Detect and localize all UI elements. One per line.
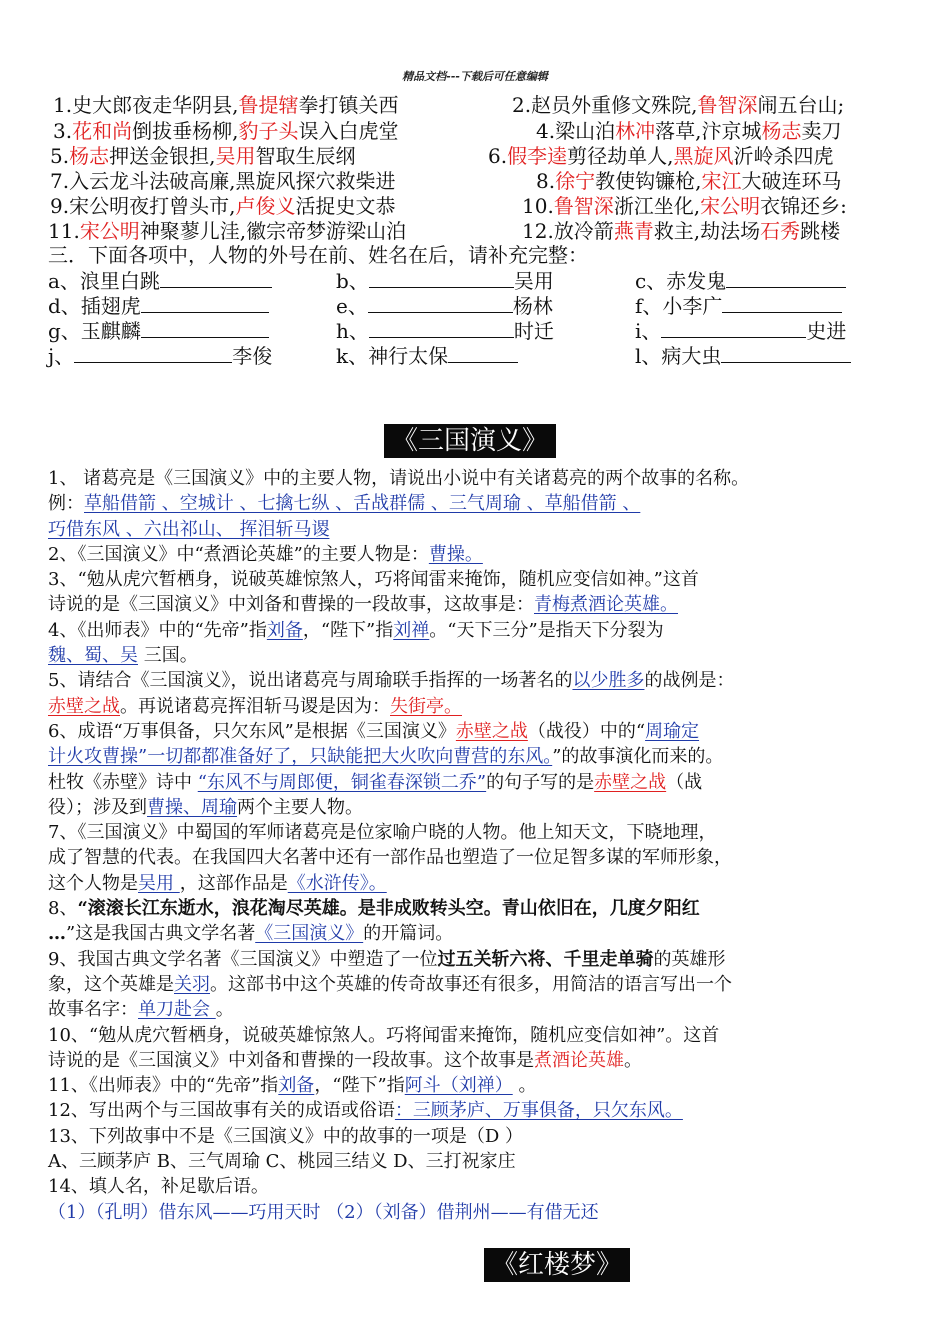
q11-text: 11、《出师表》中的“先帝”指刘备，“陛下”指阿斗（刘禅） 。 bbox=[48, 1075, 537, 1097]
event-text: 教使钩镰枪, bbox=[595, 169, 702, 193]
character-name: 鲁智深 bbox=[697, 93, 758, 117]
answer-blank[interactable] bbox=[721, 343, 851, 363]
q14-answer: （1）（孔明）借东风——巧用天时 （2）（刘备）借荆州——有借无还 bbox=[48, 1201, 599, 1223]
shuihu-event-b bbox=[512, 93, 844, 118]
event-text: 倒拔垂杨柳, bbox=[132, 119, 239, 143]
q8-text: 8、“滚滚长江东逝水，浪花淘尽英雄。是非成败转头空。青山依旧在，几度夕阳红 bbox=[48, 898, 700, 920]
name-label: 史进 bbox=[806, 319, 847, 343]
shuihu-event-b bbox=[536, 169, 841, 194]
answer-blank[interactable] bbox=[160, 268, 272, 288]
q9-text: 9、我国古典文学名著《三国演义》中塑造了一位过五关斩六将、千里走单骑的英雄形 bbox=[48, 948, 726, 970]
q5-text-cont: 赤壁之战。再说诸葛亮挥泪斩马谡是因为：失街亭。 bbox=[48, 695, 462, 717]
q1-answer: 草船借箭 、空城计 、七擒七纵 、舌战群儒 、三气周瑜 、草船借箭 、 bbox=[84, 493, 641, 515]
nickname-item bbox=[336, 318, 636, 343]
nickname-item bbox=[48, 293, 348, 318]
nickname-item bbox=[48, 268, 348, 293]
event-text: 衣锦还乡: bbox=[760, 194, 847, 218]
nickname-label: f、小李广 bbox=[635, 294, 723, 318]
answer-blank[interactable] bbox=[722, 293, 842, 313]
event-text: 宋公明夜打曾头市, bbox=[69, 194, 236, 218]
event-number: 12. bbox=[522, 219, 554, 243]
name-label: 吴用 bbox=[513, 269, 554, 293]
event-number: 10. bbox=[522, 194, 554, 218]
shuihu-event-b bbox=[522, 219, 840, 244]
answer-blank[interactable] bbox=[726, 268, 846, 288]
nickname-item bbox=[48, 318, 348, 343]
nickname-item bbox=[336, 343, 636, 368]
event-text: 卖刀 bbox=[801, 119, 842, 143]
answer-blank[interactable] bbox=[141, 318, 269, 338]
character-name: 徐宁 bbox=[555, 169, 596, 193]
character-name: 杨志 bbox=[761, 119, 802, 143]
shuihu-row bbox=[0, 219, 950, 244]
nickname-item bbox=[336, 268, 636, 293]
nickname-label: d、插翅虎 bbox=[48, 294, 141, 318]
event-number: 1. bbox=[53, 93, 73, 117]
question-3-title: 三．下面各项中，人物的外号在前、姓名在后，请补充完整： bbox=[48, 243, 588, 267]
nickname-label: h、 bbox=[336, 319, 369, 343]
q13-text: 13、下列故事中不是《三国演义》中的故事的一项是（D ） bbox=[48, 1125, 524, 1147]
event-number: 2. bbox=[512, 93, 532, 117]
character-name: 宋江 bbox=[701, 169, 742, 193]
character-name: 假李逵 bbox=[507, 144, 568, 168]
q2-answer: 曹操。 bbox=[428, 543, 483, 565]
answer-blank[interactable] bbox=[369, 318, 514, 338]
nickname-item bbox=[635, 268, 935, 293]
event-text: 闹五台山; bbox=[757, 93, 845, 117]
event-number: 5. bbox=[50, 144, 70, 168]
nickname-label: i、 bbox=[635, 319, 662, 343]
q1-example: 例：草船借箭 、空城计 、七擒七纵 、舌战群儒 、三气周瑜 、草船借箭 、 bbox=[48, 493, 641, 515]
q4-text-cont: 魏、蜀、吴 三国。 bbox=[48, 645, 198, 667]
character-name: 卢俊义 bbox=[235, 194, 296, 218]
character-name: 鲁提辖 bbox=[238, 93, 299, 117]
shuihu-event-b bbox=[522, 194, 847, 219]
event-text: 沂岭杀四虎 bbox=[733, 144, 834, 168]
q13-options: A、三顾茅庐 B、三气周瑜 C、桃园三结义 D、三打祝家庄 bbox=[48, 1151, 516, 1173]
event-number: 7. bbox=[50, 169, 70, 193]
page-header: 精品文档---下载后可任意编辑 bbox=[402, 70, 548, 83]
q7-text-cont: 成了智慧的代表。在我国四大名著中还有一部作品也塑造了一位足智多谋的军师形象， bbox=[48, 847, 732, 869]
character-name: 宋公明 bbox=[79, 219, 140, 243]
name-label: 时迁 bbox=[513, 319, 554, 343]
event-text: 放冷箭 bbox=[553, 219, 614, 243]
q3-text-cont: 诗说的是《三国演义》中刘备和曹操的一段故事，这故事是：青梅煮酒论英雄。 bbox=[48, 594, 678, 616]
shuihu-row bbox=[0, 169, 950, 194]
nickname-label: k、神行太保 bbox=[336, 344, 449, 368]
event-text: 剪径劫单人, bbox=[567, 144, 674, 168]
q7-text-cont2: 这个人物是吴用 ，这部作品是《水浒传》。 bbox=[48, 872, 387, 894]
sanguo-section-title: 《三国演义》 bbox=[384, 424, 556, 458]
answer-blank[interactable] bbox=[74, 343, 232, 363]
nickname-label: e、 bbox=[336, 294, 368, 318]
character-name: 豹子头 bbox=[238, 119, 299, 143]
nickname-item bbox=[48, 343, 348, 368]
q2-text: 2、《三国演义》中“煮酒论英雄”的主要人物是：曹操。 bbox=[48, 543, 483, 565]
answer-blank[interactable] bbox=[368, 293, 513, 313]
character-name: 鲁智深 bbox=[553, 194, 614, 218]
nickname-label: c、赤发鬼 bbox=[635, 269, 727, 293]
event-text: 落草,汴京城 bbox=[655, 119, 762, 143]
q1-text: 1、 诸葛亮是《三国演义》中的主要人物，请说出小说中有关诸葛亮的两个故事的名称。 bbox=[48, 468, 750, 489]
event-text: 拳打镇关西 bbox=[298, 93, 399, 117]
answer-blank[interactable] bbox=[448, 343, 518, 363]
character-name: 杨志 bbox=[69, 144, 110, 168]
event-text: 活捉史文恭 bbox=[295, 194, 396, 218]
nickname-label: j、 bbox=[48, 344, 75, 368]
q8-text-cont: …”这是我国古典文学名著《三国演义》的开篇词。 bbox=[48, 923, 454, 945]
character-name: 花和尚 bbox=[72, 119, 133, 143]
event-number: 4. bbox=[536, 119, 556, 143]
q1-answer-cont: 巧借东风 、六出祁山、 挥泪斩马谡 bbox=[48, 518, 330, 540]
shuihu-event-b bbox=[536, 119, 841, 144]
event-text: 大破连环马 bbox=[741, 169, 842, 193]
name-label: 杨林 bbox=[512, 294, 553, 318]
event-text: 浙江坐化, bbox=[613, 194, 701, 218]
shuihu-event-b bbox=[488, 144, 833, 169]
nickname-label: b、 bbox=[336, 269, 369, 293]
event-number: 6. bbox=[488, 144, 508, 168]
event-text: 误入白虎堂 bbox=[298, 119, 399, 143]
q6-text-cont: 计火攻曹操”一切都都准备好了，只缺能把大火吹向曹营的东风。”的故事演化而来的。 bbox=[48, 746, 724, 768]
q4-text: 4、《出师表》中的“先帝”指刘备，“陛下”指刘禅。“天下三分”是指天下分裂为 bbox=[48, 619, 664, 641]
shuihu-event-a bbox=[48, 219, 406, 244]
shuihu-event-a bbox=[50, 169, 395, 194]
event-text: 神聚蓼儿洼,徽宗帝梦游梁山泊 bbox=[139, 219, 407, 243]
nickname-label: g、玉麒麟 bbox=[48, 319, 141, 343]
q7-text: 7、《三国演义》中蜀国的军师诸葛亮是位家喻户晓的人物。他上知天文，下晓地理， bbox=[48, 822, 717, 844]
character-name: 吴用 bbox=[215, 144, 256, 168]
q6-text-cont2: 杜牧《赤壁》诗中 “东风不与周郎便，铜雀春深锁二乔”的句子写的是赤壁之战（战 bbox=[48, 771, 703, 793]
event-text: 赵员外重修文殊院, bbox=[531, 93, 698, 117]
event-number: 9. bbox=[50, 194, 70, 218]
q10-text-cont: 诗说的是《三国演义》中刘备和曹操的一段故事。这个故事是煮酒论英雄。 bbox=[48, 1049, 642, 1071]
character-name: 黑旋风 bbox=[673, 144, 734, 168]
shuihu-row bbox=[0, 194, 950, 219]
shuihu-event-a bbox=[50, 144, 355, 169]
event-text: 入云龙斗法破高廉,黑旋风探穴救柴进 bbox=[69, 169, 396, 193]
event-text: 梁山泊 bbox=[555, 119, 616, 143]
q3-answer: 青梅煮酒论英雄。 bbox=[534, 594, 678, 616]
q14-text: 14、填人名，补足歇后语。 bbox=[48, 1176, 269, 1198]
event-number: 11. bbox=[48, 219, 80, 243]
shuihu-event-a bbox=[53, 93, 398, 118]
q9-text-cont: 象，这个英雄是关羽。这部书中这个英雄的传奇故事还有很多，用简洁的语言写出一个 bbox=[48, 973, 732, 995]
q3-text: 3、“勉从虎穴暂栖身，说破英雄惊煞人，巧将闻雷来掩饰，随机应变信如神。”这首 bbox=[48, 569, 699, 591]
q5-text: 5、请结合《三国演义》，说出诸葛亮与周瑜联手指挥的一场著名的以少胜多的战例是： bbox=[48, 670, 735, 692]
nickname-item bbox=[336, 293, 636, 318]
character-name: 林冲 bbox=[615, 119, 656, 143]
shuihu-event-a bbox=[53, 119, 398, 144]
event-text: 史大郎夜走华阴县, bbox=[72, 93, 239, 117]
nickname-label: a、浪里白跳 bbox=[48, 269, 160, 293]
character-name: 燕青 bbox=[613, 219, 654, 243]
q12-text: 12、写出两个与三国故事有关的成语或俗语：三顾茅庐、万事俱备，只欠东风。 bbox=[48, 1100, 683, 1122]
event-text: 智取生辰纲 bbox=[255, 144, 356, 168]
answer-blank[interactable] bbox=[141, 293, 269, 313]
event-text: 押送金银担, bbox=[109, 144, 216, 168]
event-text: 跳楼 bbox=[800, 219, 841, 243]
nickname-label: l、病大虫 bbox=[635, 344, 722, 368]
character-name: 宋公明 bbox=[700, 194, 761, 218]
answer-blank[interactable] bbox=[369, 268, 514, 288]
q6-text-cont3: 役）；涉及到曹操、周瑜两个主要人物。 bbox=[48, 796, 363, 818]
shuihu-row bbox=[0, 93, 950, 118]
nickname-item bbox=[635, 293, 935, 318]
shuihu-row bbox=[0, 119, 950, 144]
event-text: 救主,劫法场 bbox=[653, 219, 761, 243]
hongloumeng-section-title: 《红楼梦》 bbox=[484, 1248, 630, 1282]
q6-text: 6、成语“万事俱备，只欠东风”是根据《三国演义》赤壁之战（战役）中的“周瑜定 bbox=[48, 720, 700, 742]
nickname-item bbox=[635, 343, 935, 368]
q9-text-cont2: 故事名字：单刀赴会 。 bbox=[48, 999, 234, 1021]
event-number: 3. bbox=[53, 119, 73, 143]
q10-text: 10、“勉从虎穴暂栖身，说破英雄惊煞人。巧将闻雷来掩饰，随机应变信如神”。这首 bbox=[48, 1024, 720, 1046]
character-name: 石秀 bbox=[760, 219, 801, 243]
answer-blank[interactable] bbox=[661, 318, 806, 338]
sanguo-questions bbox=[48, 466, 918, 1225]
event-number: 8. bbox=[536, 169, 556, 193]
shuihu-event-a bbox=[50, 194, 395, 219]
nickname-item bbox=[635, 318, 935, 343]
name-label: 李俊 bbox=[232, 344, 273, 368]
shuihu-row bbox=[0, 144, 950, 169]
